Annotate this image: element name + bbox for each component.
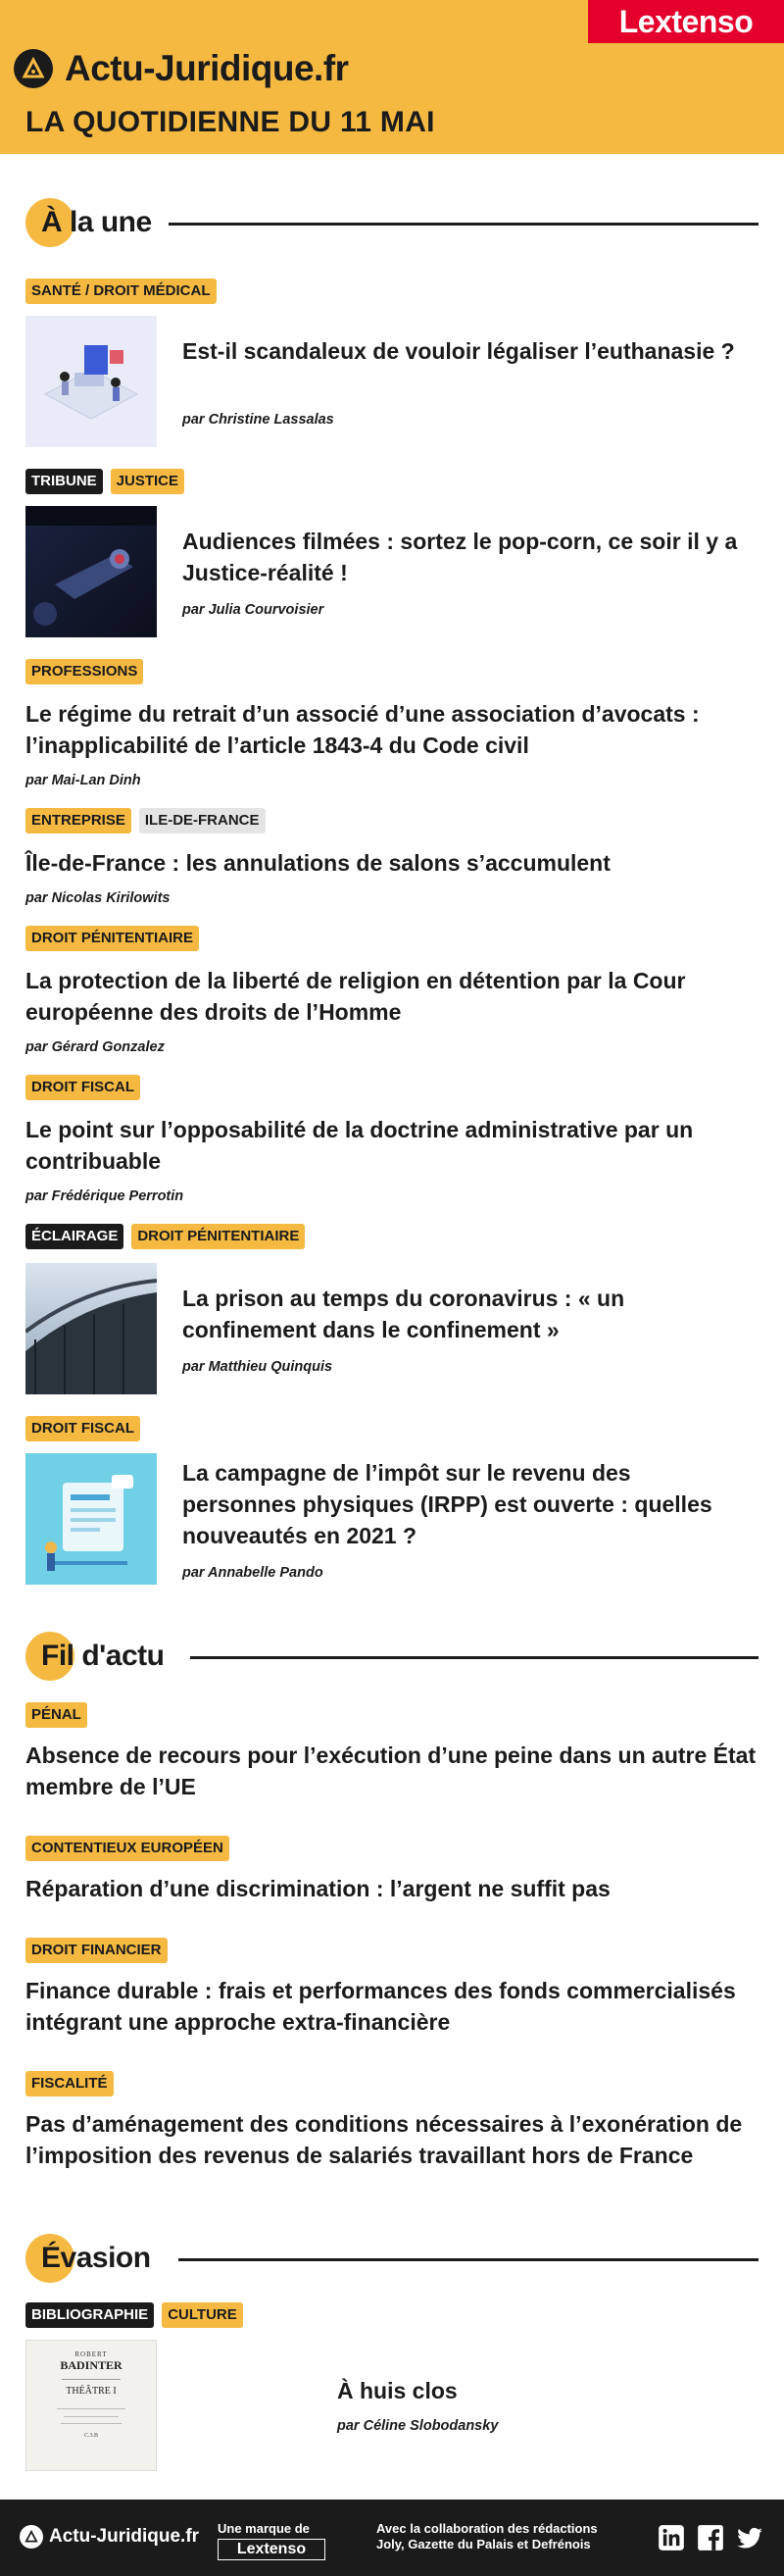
article-author: par Matthieu Quinquis	[182, 1359, 333, 1375]
book-cover-rule	[61, 2423, 122, 2424]
article-author: par Mai-Lan Dinh	[25, 773, 141, 788]
article-title-link[interactable]: Le point sur l’opposabilité de la doctrine administrative par un contribuable	[25, 1117, 694, 1174]
social-links	[657, 2523, 764, 2552]
header	[0, 0, 784, 154]
article-tags	[25, 1075, 140, 1100]
article-tags	[25, 2071, 114, 2096]
article-author: par Julia Courvoisier	[182, 602, 324, 618]
tag-link[interactable]: ILE-DE-FRANCE	[139, 808, 266, 833]
article-thumbnail[interactable]	[25, 506, 157, 637]
linkedin-icon[interactable]	[657, 2523, 686, 2552]
article-author: par Frédérique Perrotin	[25, 1188, 184, 1204]
tag-link[interactable]: DROIT PÉNITENTIAIRE	[131, 1224, 305, 1249]
tag-link[interactable]: DROIT FINANCIER	[25, 1938, 168, 1963]
tag-link[interactable]: TRIBUNE	[25, 469, 103, 494]
logo-icon	[20, 2525, 43, 2549]
tag-link[interactable]: DROIT FISCAL	[25, 1075, 140, 1100]
site-logo-link[interactable]	[14, 43, 349, 94]
edition-title: LA QUOTIDIENNE DU 11 MAI	[25, 106, 435, 138]
twitter-icon[interactable]	[735, 2523, 764, 2552]
article-author: par Annabelle Pando	[182, 1565, 323, 1581]
article-tags	[25, 1836, 229, 1861]
article-tags	[25, 926, 199, 951]
article-tags	[25, 1938, 168, 1963]
article-thumbnail[interactable]	[25, 316, 157, 447]
article-tags	[25, 808, 266, 833]
article-tags	[25, 278, 217, 304]
footer-marque-label: Une marque de	[218, 2521, 310, 2536]
section-divider	[169, 223, 759, 226]
footer-collab	[376, 2521, 631, 2552]
section-une-header	[25, 192, 759, 251]
tag-link[interactable]: DROIT FISCAL	[25, 1416, 140, 1441]
article-title-link[interactable]: Est-il scandaleux de vouloir légaliser l’euthanasie ?	[182, 338, 735, 364]
fil-title-link[interactable]: Absence de recours pour l’exécution d’une peine dans un autre État membre de l’UE	[25, 1743, 757, 1799]
facebook-icon[interactable]	[696, 2523, 725, 2552]
footer-collab-line: Joly, Gazette du Palais et Defrénois	[376, 2537, 591, 2551]
book-cover-rule	[64, 2416, 119, 2417]
article-title-link[interactable]: La campagne de l’impôt sur le revenu des personnes physiques (IRPP) est ouverte : quelles nouveautés en 2021 ?	[182, 1460, 712, 1548]
fil-title-link[interactable]: Finance durable : frais et performances des fonds commercialisés intégrant une approche extra-financière	[25, 1978, 736, 2035]
footer-collab-line: Avec la collaboration des rédactions	[376, 2521, 598, 2536]
footer-site-name: Actu-Juridique.fr	[49, 2526, 200, 2547]
article-title-link[interactable]: Le régime du retrait d’un associé d’une association d’avocats : l’inapplicabilité de l’article 1843-4 du Code civil	[25, 701, 700, 758]
article-tags	[25, 659, 143, 684]
lextenso-logo-link[interactable]: Lextenso	[588, 0, 784, 43]
article-title-link[interactable]: La prison au temps du coronavirus : « un confinement dans le confinement »	[182, 1286, 625, 1342]
fil-title-link[interactable]: Pas d’aménagement des conditions nécessaires à l’exonération de l’imposition des revenus de salariés travaillant hors de France	[25, 2111, 743, 2168]
tag-link[interactable]: SANTÉ / DROIT MÉDICAL	[25, 278, 217, 304]
book-cover[interactable]	[25, 2340, 157, 2471]
logo-icon	[14, 49, 53, 88]
tag-link[interactable]: CULTURE	[162, 2302, 243, 2328]
article-author: par Gérard Gonzalez	[25, 1039, 165, 1055]
section-fil-header	[25, 1626, 759, 1685]
article-thumbnail[interactable]	[25, 1263, 157, 1394]
article-title-link[interactable]: La protection de la liberté de religion en détention par la Cour européenne des droits de l’Homme	[25, 968, 686, 1025]
tag-link[interactable]: ÉCLAIRAGE	[25, 1224, 123, 1249]
section-title: Fil d'actu	[41, 1640, 165, 1672]
section-title: À la une	[41, 206, 152, 238]
tag-link[interactable]: PÉNAL	[25, 1702, 87, 1728]
section-divider	[178, 2258, 759, 2261]
book-cover-text: ROBERT	[74, 2350, 108, 2358]
article-tags	[25, 2302, 243, 2328]
footer	[0, 2500, 784, 2576]
article-title-link[interactable]: Audiences filmées : sortez le pop-corn, ce soir il y a Justice-réalité !	[182, 529, 738, 585]
tag-link[interactable]: PROFESSIONS	[25, 659, 143, 684]
tag-link[interactable]: DROIT PÉNITENTIAIRE	[25, 926, 199, 951]
tag-link[interactable]: CONTENTIEUX EUROPÉEN	[25, 1836, 229, 1861]
article-tags	[25, 1416, 140, 1441]
article-title-link[interactable]: Île-de-France : les annulations de salons s’accumulent	[25, 850, 611, 876]
article-tags	[25, 1702, 87, 1728]
tag-link[interactable]: FISCALITÉ	[25, 2071, 114, 2096]
section-divider	[190, 1656, 759, 1659]
fil-title-link[interactable]: Réparation d’une discrimination : l’argent ne suffit pas	[25, 1876, 611, 1901]
footer-lextenso-link[interactable]: Lextenso	[218, 2539, 325, 2560]
book-cover-rule	[62, 2379, 121, 2380]
evasion-author: par Céline Slobodansky	[337, 2418, 499, 2434]
evasion-title-link[interactable]: À huis clos	[337, 2378, 458, 2403]
article-tags	[25, 1224, 305, 1249]
section-title: Évasion	[41, 2242, 151, 2274]
article-thumbnail[interactable]	[25, 1453, 157, 1585]
article-author: par Nicolas Kirilowits	[25, 890, 171, 906]
book-cover-rule	[57, 2408, 125, 2409]
book-cover-text: BADINTER	[60, 2358, 122, 2372]
section-evasion-header	[25, 2228, 759, 2287]
site-name: Actu-Juridique.fr	[65, 48, 349, 88]
tag-link[interactable]: BIBLIOGRAPHIE	[25, 2302, 154, 2328]
tag-link[interactable]: JUSTICE	[111, 469, 184, 494]
book-cover-text: THÉÂTRE I	[66, 2386, 117, 2397]
article-tags	[25, 469, 184, 494]
book-cover-text: C.3.B	[83, 2433, 98, 2439]
article-author: par Christine Lassalas	[182, 412, 334, 428]
footer-site-link[interactable]	[20, 2525, 199, 2549]
tag-link[interactable]: ENTREPRISE	[25, 808, 131, 833]
